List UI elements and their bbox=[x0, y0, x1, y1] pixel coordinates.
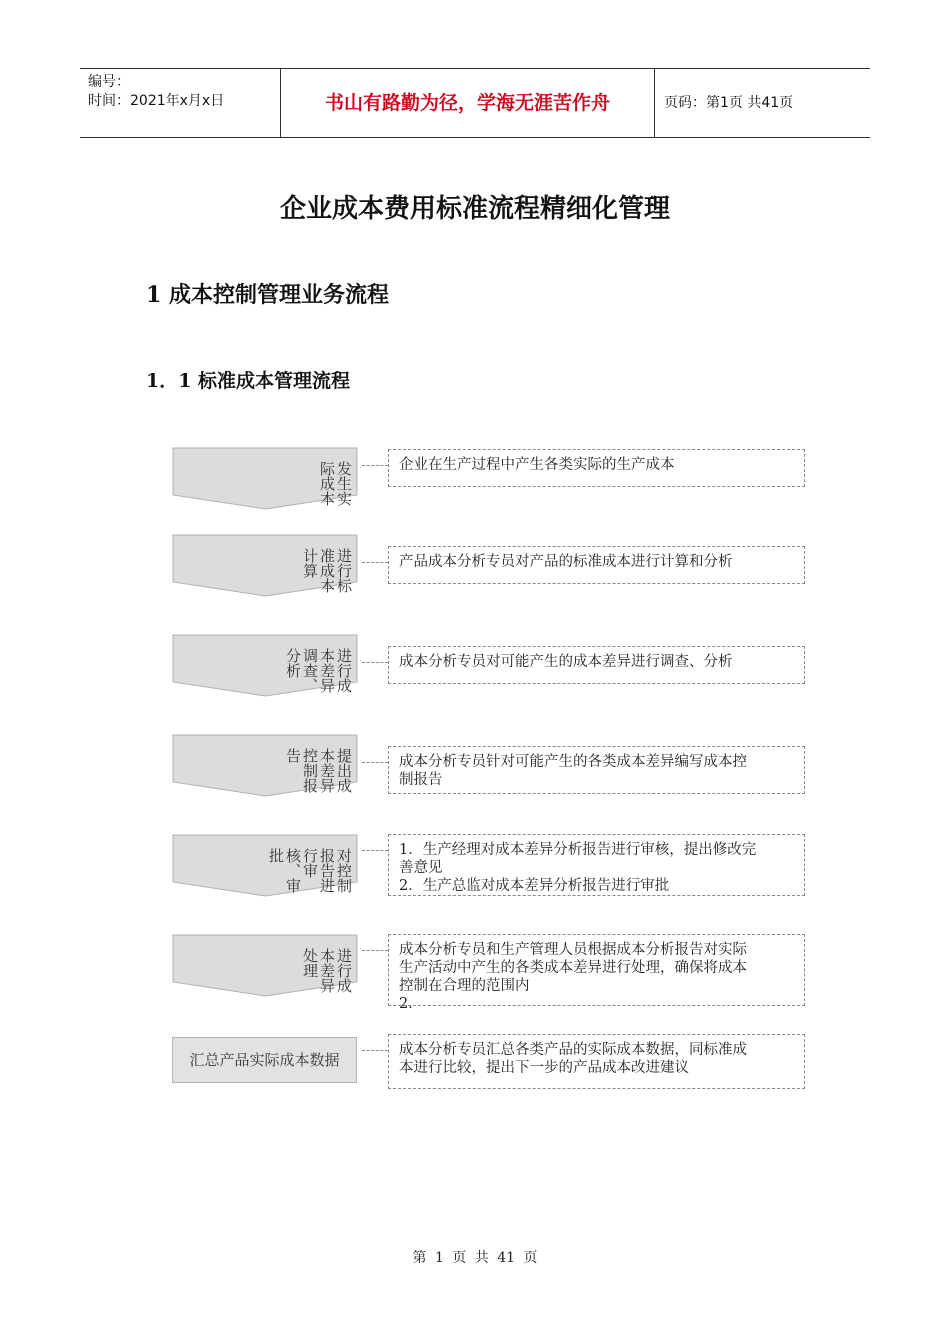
flow-desc-line: 2．生产总监对成本差异分析报告进行审批 bbox=[399, 878, 670, 894]
flow-desc-line: 成本分析专员和生产管理人员根据成本分析报告对实际 bbox=[399, 942, 747, 958]
flow-desc-line: 善意见 bbox=[399, 860, 443, 876]
flow-step-description bbox=[388, 449, 805, 487]
flow-connector bbox=[362, 562, 388, 563]
flow-desc-line: 1．生产经理对成本差异分析报告进行审核，提出修改完 bbox=[399, 842, 757, 858]
document-title: 企业成本费用标准流程精细化管理 bbox=[279, 194, 670, 224]
flow-step-label: 进行成本差异调查、分析 bbox=[284, 648, 353, 693]
flow-desc-line: 2． bbox=[399, 996, 423, 1012]
page-footer: 第 1 页 共 41 页 bbox=[412, 1250, 538, 1266]
flow-step-label: 对控制报告进行审核、审批 bbox=[267, 848, 353, 893]
flow-desc-line: 成本分析专员对可能产生的成本差异进行调查、分析 bbox=[399, 654, 733, 670]
flow-connector bbox=[362, 762, 388, 763]
header-time-label: 时间：2021年x月x日 bbox=[88, 93, 225, 109]
section-heading-1-1: 1．1 标准成本管理流程 bbox=[146, 370, 351, 392]
flow-step-description bbox=[388, 546, 805, 584]
header-divider bbox=[654, 69, 655, 137]
page-header bbox=[80, 68, 870, 138]
header-meta bbox=[88, 73, 278, 111]
flow-desc-line: 生产活动中产生的各类成本差异进行处理，确保将成本 bbox=[399, 960, 747, 976]
flow-step-description bbox=[388, 934, 805, 1012]
flow-step-label: 进行标准成本计算 bbox=[301, 548, 353, 593]
header-number-label: 编号： bbox=[88, 74, 130, 90]
flow-step-description bbox=[388, 646, 805, 684]
flow-connector bbox=[362, 465, 388, 466]
flow-step-label: 发生实际成本 bbox=[318, 461, 353, 506]
flow-step-label: 提出成本差异控制报告 bbox=[284, 748, 353, 793]
section-heading-1: 1 成本控制管理业务流程 bbox=[146, 282, 389, 308]
flow-desc-line: 成本分析专员汇总各类产品的实际成本数据，同标准成 bbox=[399, 1042, 747, 1058]
flow-step-label: 进行成本差异处理 bbox=[301, 948, 353, 993]
flow-desc-line: 本进行比较，提出下一步的产品成本改进建议 bbox=[399, 1060, 689, 1076]
flow-step-description bbox=[388, 834, 805, 896]
flow-desc-line: 产品成本分析专员对产品的标准成本进行计算和分析 bbox=[399, 554, 733, 570]
flow-connector bbox=[362, 850, 388, 851]
flow-connector bbox=[362, 950, 388, 951]
flow-desc-line: 成本分析专员针对可能产生的各类成本差异编写成本控 bbox=[399, 754, 747, 770]
flow-connector bbox=[362, 1050, 388, 1051]
header-page-info: 页码：第1页 共41页 bbox=[664, 95, 794, 111]
flow-desc-line: 控制在合理的范围内 bbox=[399, 978, 530, 994]
header-motto: 书山有路勤为径，学海无涯苦作舟 bbox=[324, 92, 610, 114]
flow-final-description bbox=[388, 1034, 805, 1089]
flow-step-description bbox=[388, 746, 805, 794]
flow-connector bbox=[362, 662, 388, 663]
flow-desc-line: 制报告 bbox=[399, 772, 443, 788]
flow-desc-line: 企业在生产过程中产生各类实际的生产成本 bbox=[399, 457, 675, 473]
flow-final-step: 汇总产品实际成本数据 bbox=[172, 1037, 357, 1083]
